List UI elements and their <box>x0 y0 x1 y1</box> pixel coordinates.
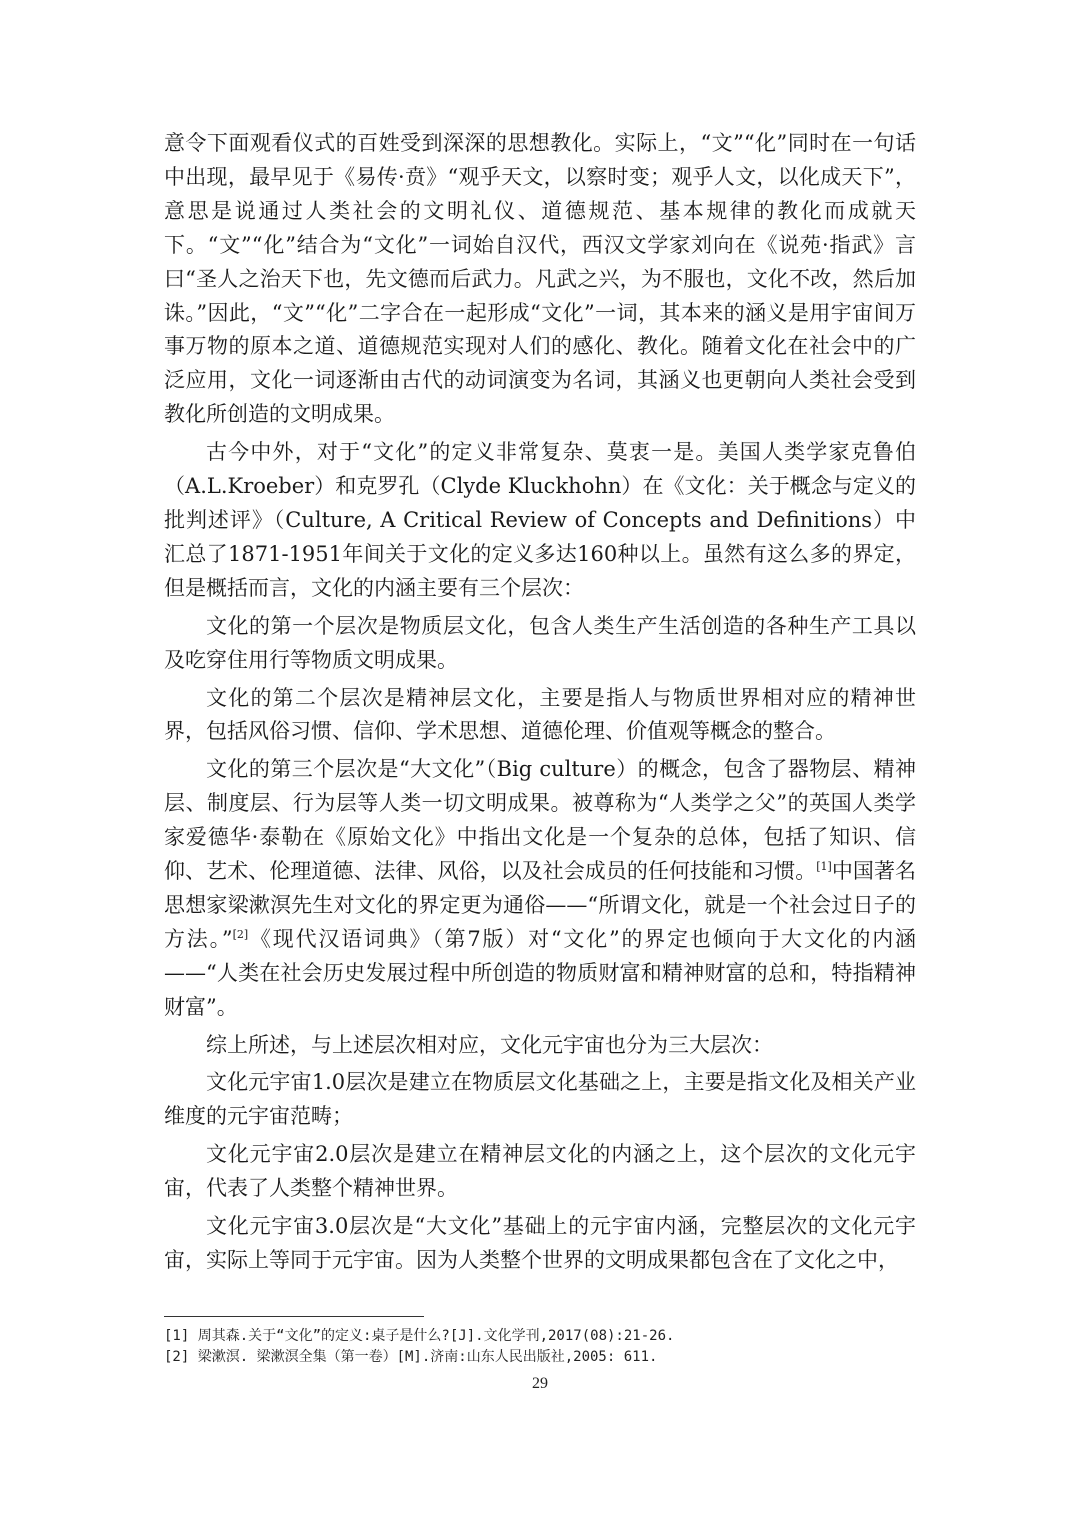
paragraph-text-segment: 《现代汉语词典》（第7版）对“文化”的界定也倾向于大文化的内涵——“人类在社会历史发展过程中所创造的物质财富和精神财富的总和，特指精神财富”。 <box>164 926 916 1019</box>
paragraph-text-segment: 中国著名思想家梁漱溟先生对文化的界定更为通俗——“所谓文化，就是一个社会过日子的方法。” <box>164 859 917 951</box>
paragraph-definitions-overview: 古今中外，对于“文化”的定义非常复杂、莫衷一是。美国人类学家克鲁伯（A.L.Kroeber）和克罗孔（Clyde Kluckhohn）在《文化：关于概念与定义的批判述评》（Culture, A Critical Review of Concepts and Definitions）中汇总了1871-1951年间关于文化的定义多达160种以上。虽然有这么多的界定，但是概括而言，文化的内涵主要有三个层次： <box>164 440 916 600</box>
paragraph-metaverse-1-0: 文化元宇宙1.0层次是建立在物质层文化基础之上，主要是指文化及相关产业维度的元宇宙范畴； <box>164 1070 916 1129</box>
footnote-ref-2[interactable]: [2] <box>232 927 249 941</box>
footnote-2: [2] 梁漱溟. 梁漱溟全集（第一卷）[M].济南:山东人民出版社,2005: 611. <box>164 1349 658 1365</box>
paragraph-text-segment: 文化的第三个层次是“大文化”（Big culture）的概念，包含了器物层、精神层、制度层、行为层等人类一切文明成果。被尊称为“人类学之父”的英国人类学家爱德华·泰勒在《原始文化》中指出文化是一个复杂的总体，包括了知识、信仰、艺术、伦理道德、法律、风俗，以及社会成员的任何技能和习惯。 <box>164 757 916 884</box>
paragraph-metaverse-3-0: 文化元宇宙3.0层次是“大文化”基础上的元宇宙内涵，完整层次的文化元宇宙，实际上等同于元宇宙。因为人类整个世界的文明成果都包含在了文化之中， <box>164 1214 916 1272</box>
footnote-ref-1[interactable]: [1] <box>816 860 832 874</box>
paragraph-spiritual-layer: 文化的第二个层次是精神层文化，主要是指人与物质世界相对应的精神世界，包括风俗习惯、信仰、学术思想、道德伦理、价值观等概念的整合。 <box>164 685 916 744</box>
paragraph-summary: 综上所述，与上述层次相对应，文化元宇宙也分为三大层次： <box>206 1032 773 1057</box>
footnote-divider <box>164 1316 424 1317</box>
paragraph-metaverse-2-0: 文化元宇宙2.0层次是建立在精神层文化的内涵之上，这个层次的文化元宇宙，代表了人类整个精神世界。 <box>164 1142 916 1201</box>
paragraph-big-culture-layer <box>164 753 916 1024</box>
footnote-1: [1] 周其森.关于“文化”的定义:桌子是什么?[J].文化学刊,2017(08):21-26. <box>164 1328 675 1344</box>
page-number: 29 <box>532 1375 548 1392</box>
footnotes <box>164 1326 916 1368</box>
paragraph-origin-of-wenhua: 意令下面观看仪式的百姓受到深深的思想教化。实际上，“文”“化”同时在一句话中出现，最早见于《易传·贲》“观乎天文，以察时变；观乎人文，以化成天下”，意思是说通过人类社会的文明礼仪、道德规范、基本规律的教化而成就天下。“文”“化”结合为“文化”一词始自汉代，西汉文学家刘向在《说苑·指武》言曰“圣人之治天下也，先文德而后武力。凡武之兴，为不服也，文化不改，然后加诛。”因此，“文”“化”二字合在一起形成“文化”一词，其本来的涵义是用宇宙间万事万物的原本之道、道德规范实现对人们的感化、教化。随着文化在社会中的广泛应用，文化一词逐渐由古代的动词演变为名词，其涵义也更朝向人类社会受到教化所创造的文明成果。 <box>164 131 916 427</box>
paragraph-material-layer: 文化的第一个层次是物质层文化，包含人类生产生活创造的各种生产工具以及吃穿住用行等物质文明成果。 <box>164 613 916 672</box>
body-text <box>164 127 916 1282</box>
